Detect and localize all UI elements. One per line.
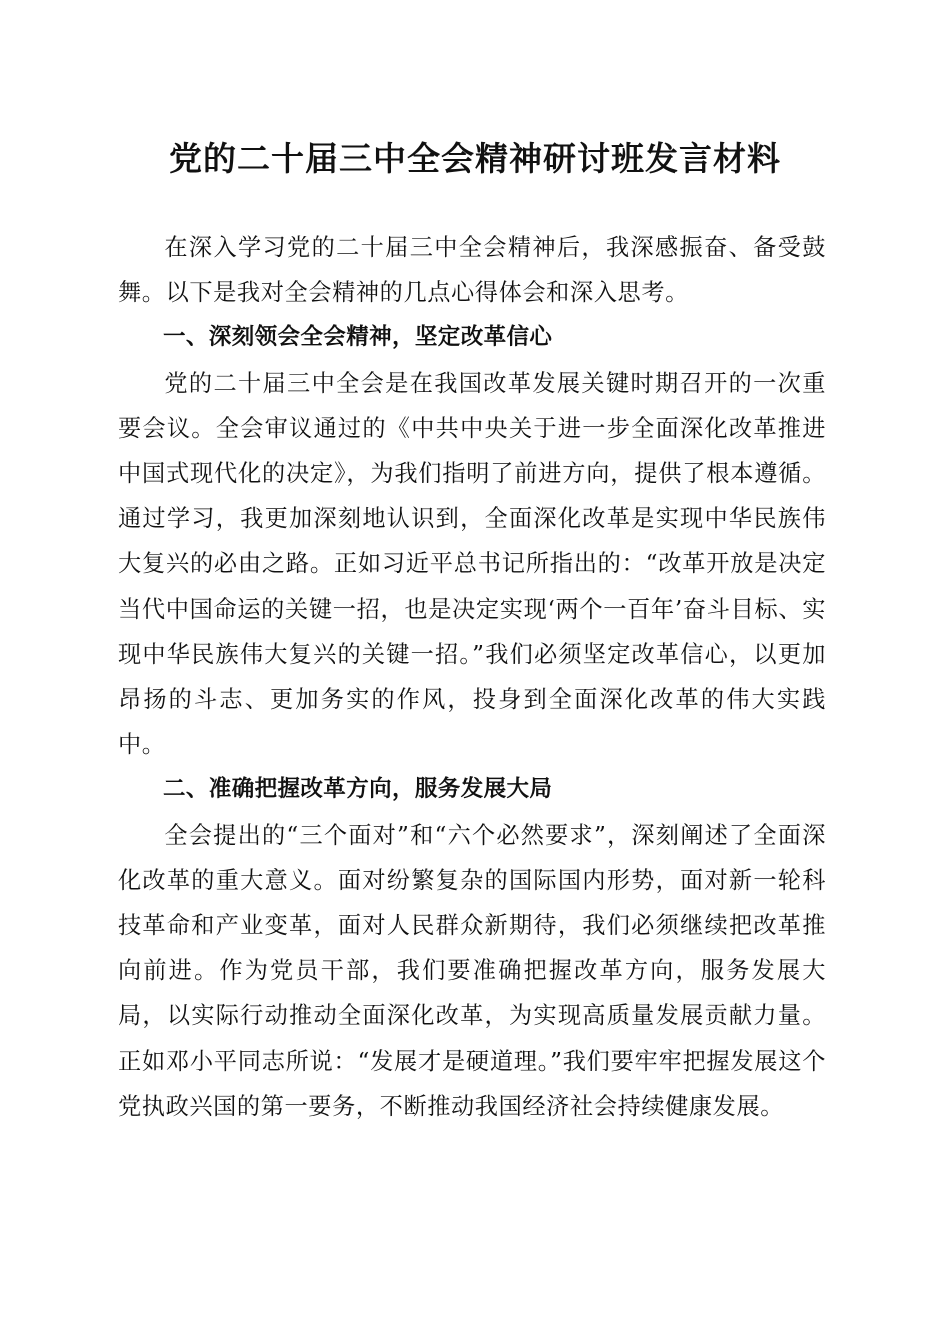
section-paragraph-2: 全会提出的“三个面对”和“六个必然要求”，深刻阐述了全面深化改革的重大意义。面对纷繁复杂的国际国内形势，面对新一轮科技革命和产业变革，面对人民群众新期待，我们必须继续把改革推向前进。作为党员干部，我们要准确把握改革方向，服务发展大局，以实际行动推动全面深化改革，为实现高质量发展贡献力量。正如邓小平同志所说：“发展才是硬道理。”我们要牢牢把握发展这个党执政兴国的第一要务，不断推动我国经济社会持续健康发展。 [118, 821, 826, 1120]
section-heading-2: 二、准确把握改革方向，服务发展大局 [163, 776, 553, 803]
document-title: 党的二十届三中全会精神研讨班发言材料 [169, 139, 781, 178]
intro-paragraph: 在深入学习党的二十届三中全会精神后，我深感振奋、备受鼓舞。以下是我对全会精神的几点心得体会和深入思考。 [118, 234, 826, 307]
section-heading-1: 一、深刻领会全会精神，坚定改革信心 [163, 324, 553, 351]
document-body [118, 225, 826, 1129]
section-paragraph-1: 党的二十届三中全会是在我国改革发展关键时期召开的一次重要会议。全会审议通过的《中共中央关于进一步全面深化改革推进中国式现代化的决定》，为我们指明了前进方向，提供了根本遵循。通过学习，我更加深刻地认识到，全面深化改革是实现中华民族伟大复兴的必由之路。正如习近平总书记所指出的：“改革开放是决定当代中国命运的关键一招，也是决定实现‘两个一百年’奋斗目标、实现中华民族伟大复兴的关键一招。”我们必须坚定改革信心，以更加昂扬的斗志、更加务实的作风，投身到全面深化改革的伟大实践中。 [118, 369, 826, 759]
